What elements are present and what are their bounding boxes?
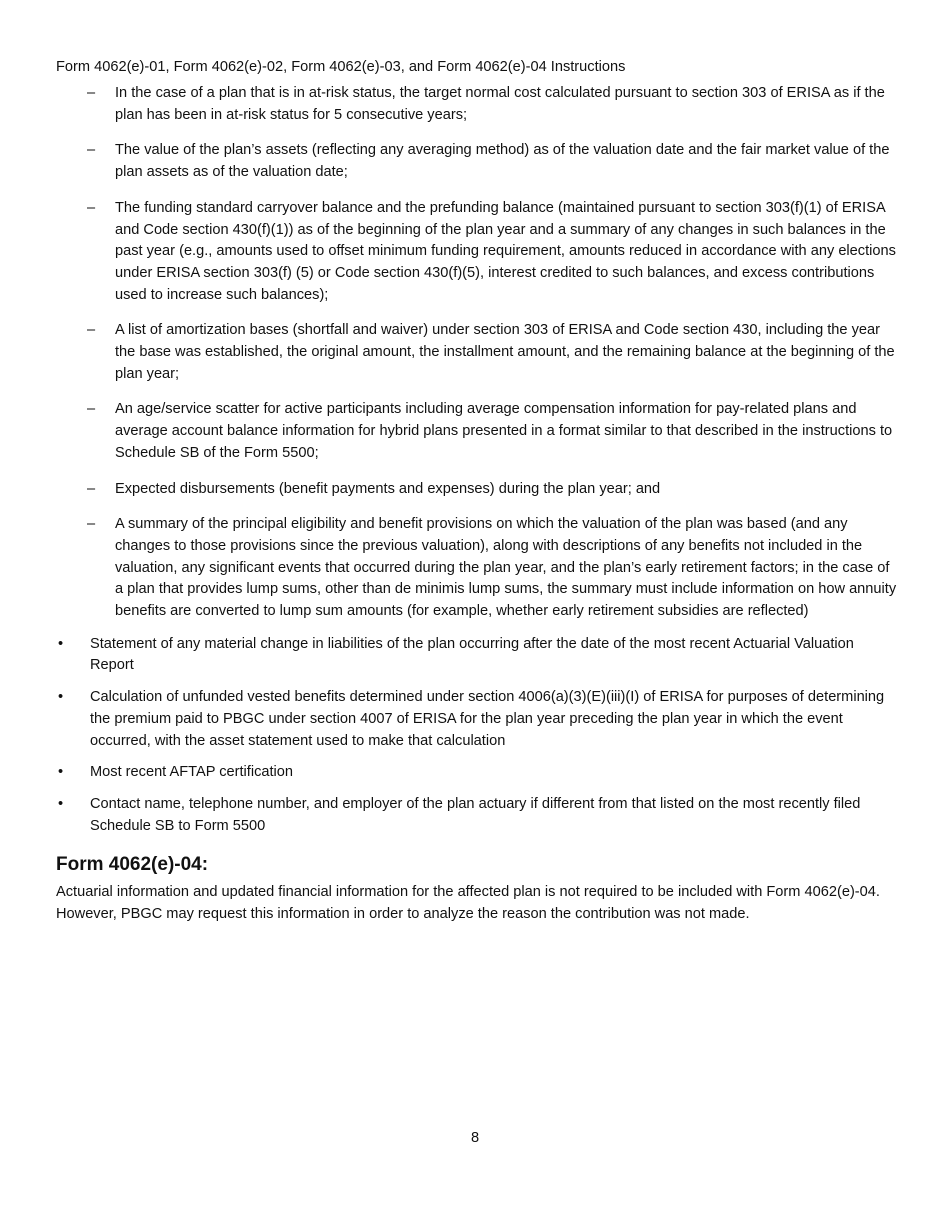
section-body: Actuarial information and updated financial information for the affected plan is not required to be included with Form 4062(e)-04. However, PBGC may request this information in order to analyze the reason the contribution was not made.	[56, 884, 880, 923]
dash-marker: –	[87, 85, 96, 101]
page-number: 8	[470, 1130, 480, 1146]
bullet-item-text: Statement of any material change in liabilities of the plan occurring after the date of the most recent Actuarial Valuation Report	[90, 635, 854, 674]
bullet-marker: •	[58, 764, 64, 781]
dash-item-text: The funding standard carryover balance and the prefunding balance (maintained pursuant to section 303(f)(1) of ERISA and Code section 430(f)(1)) as of the beginning of the plan year and a summary of any changes in such balances in the past year (e.g., amounts used to offset minimum funding requirement, amounts reduced in accordance with any elections under ERISA section 303(f) (5) or Code section 430(f)(5), interest credited to such balances, and excess contributions used to increase such balances);	[115, 199, 896, 303]
dash-list-item	[56, 320, 901, 385]
dash-marker: –	[87, 516, 96, 533]
dash-list-item	[56, 83, 901, 126]
section-heading: Form 4062(e)-04:	[56, 854, 209, 876]
bullet-item-text: Contact name, telephone number, and employer of the plan actuary if different from that listed on the most recently filed Schedule SB to Form 5500	[90, 795, 861, 834]
dash-item-text: A summary of the principal eligibility and benefit provisions on which the valuation of the plan was based (and any changes to those provisions since the previous valuation), along with descriptions of any benefits not included in the valuation, any significant events that occurred during the plan year, and the plan’s early retirement factors; in the case of a plan that provides lump sums, other than de minimis lump sums, the summary must include information on how annuity benefits are converted to lump sum amounts (for example, whether early retirement subsidies are reflected)	[115, 516, 897, 620]
dash-marker: –	[87, 142, 96, 159]
dash-marker: –	[87, 401, 96, 418]
dash-marker: –	[87, 322, 96, 339]
bullet-marker: •	[58, 795, 64, 812]
dash-list	[56, 83, 901, 623]
dash-list-item	[56, 399, 901, 464]
dash-list-item	[56, 198, 901, 307]
bullet-list-item	[56, 687, 901, 752]
bullet-item-text: Most recent AFTAP certification	[90, 764, 294, 781]
dash-list-item	[56, 479, 901, 501]
dash-item-text: A list of amortization bases (shortfall and waiver) under section 303 of ERISA and Code section 430, including the year the base was established, the original amount, the installment amount, and the remaining balance at the beginning of the plan year;	[115, 322, 895, 382]
dash-list-item	[56, 140, 901, 183]
page-content	[56, 83, 901, 926]
dash-item-text: In the case of a plan that is in at-risk status, the target normal cost calculated pursuant to section 303 of ERISA as if the plan has been in at-risk status for 5 consecutive years;	[115, 85, 885, 123]
dash-item-text: An age/service scatter for active participants including average compensation information for pay-related plans and average account balance information for hybrid plans presented in a format similar to that described in the instructions to Schedule SB of the Form 5500;	[115, 401, 893, 461]
bullet-list-item	[56, 794, 901, 837]
bullet-marker: •	[58, 635, 64, 652]
dash-marker: –	[87, 480, 96, 497]
dash-item-text: Expected disbursements (benefit payments and expenses) during the plan year; and	[115, 480, 661, 497]
dash-item-text: The value of the plan’s assets (reflecting any averaging method) as of the valuation date and the fair market value of the plan assets as of the valuation date;	[115, 142, 890, 181]
bullet-marker: •	[58, 689, 64, 706]
bullet-item-text: Calculation of unfunded vested benefits determined under section 4006(a)(3)(E)(iii)(I) of ERISA for purposes of determining the premium paid to PBGC under section 4007 of ERISA for the plan year preceding the plan year in which the event occurred, with the asset statement used to make that calculation	[90, 689, 885, 749]
running-header: Form 4062(e)-01, Form 4062(e)-02, Form 4062(e)-03, and Form 4062(e)-04 Instructions	[56, 59, 626, 75]
bullet-list	[56, 634, 901, 838]
dash-list-item	[56, 514, 901, 623]
bullet-list-item	[56, 762, 901, 784]
bullet-list-item	[56, 634, 901, 677]
dash-marker: –	[87, 199, 96, 216]
